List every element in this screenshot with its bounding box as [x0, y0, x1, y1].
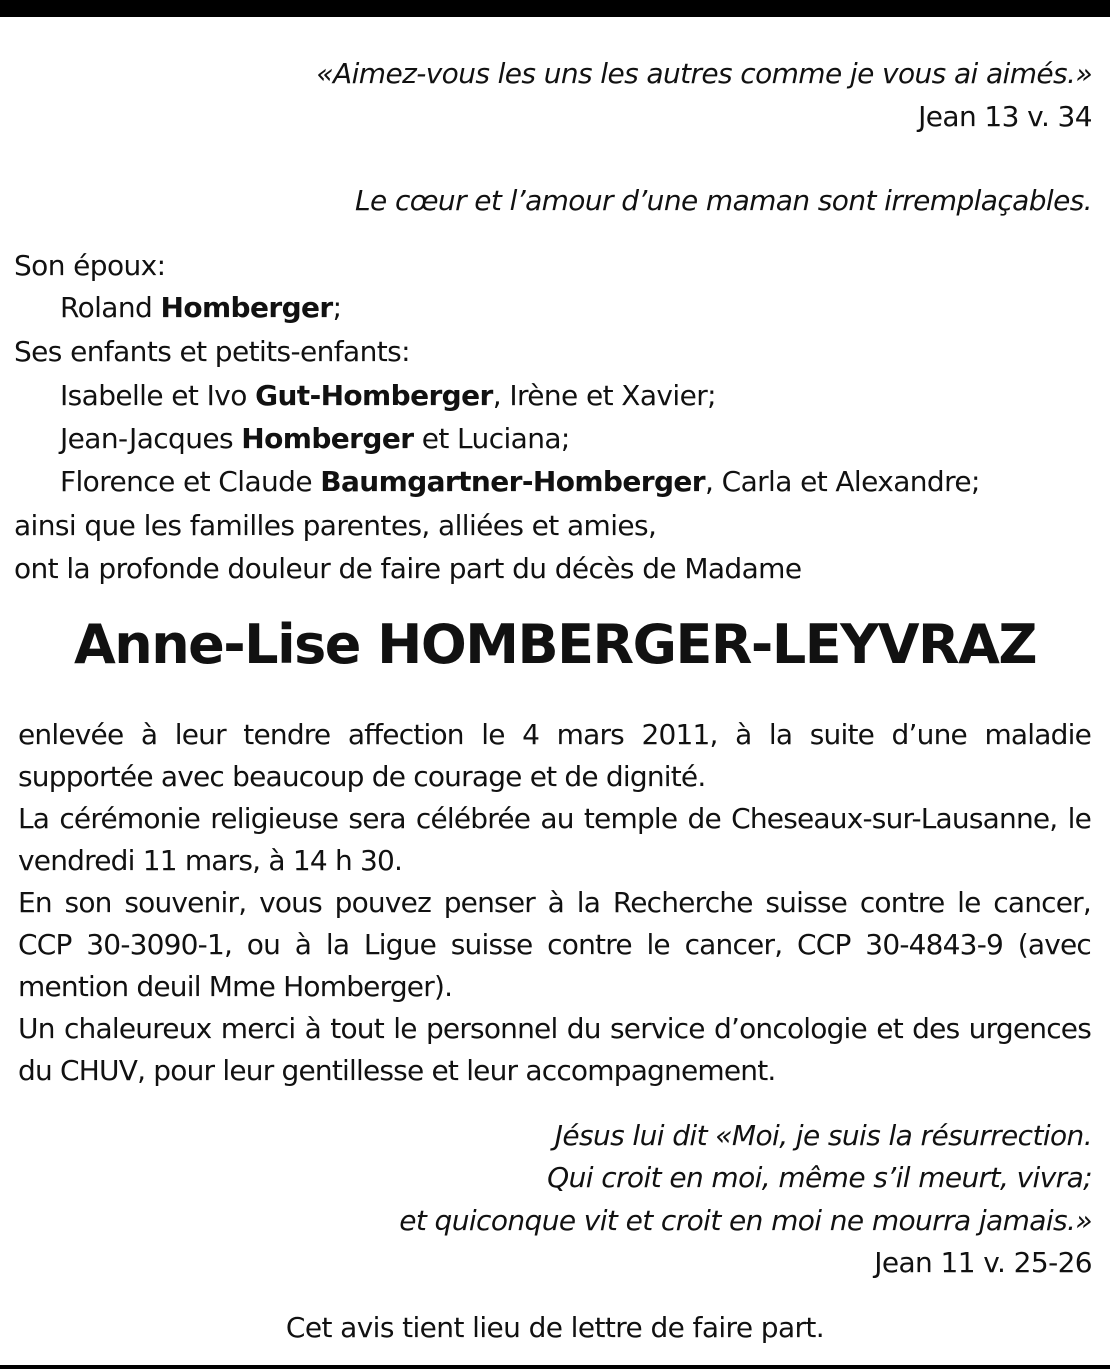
child-last-name: Gut-Homberger — [255, 379, 493, 412]
bottom-rule — [0, 1365, 1110, 1369]
spouse-line — [60, 290, 341, 326]
announcement-line: ont la profonde douleur de faire part du décès de Madame — [14, 552, 802, 585]
body-paragraph-ceremony: La cérémonie religieuse sera célébrée au temple de Cheseaux-sur-Lausanne, le vendredi 11 mars, à 14 h 30. — [18, 802, 1091, 877]
closing-verse-reference: Jean 11 v. 25-26 — [874, 1246, 1092, 1279]
body-paragraph-donations: En son souvenir, vous pouvez penser à la Recherche suisse contre le cancer, CCP 30-3090-1, ou à la Ligue suisse contre le cancer, CCP 30-4843-9 (avec mention deuil Mme Homberger). — [18, 886, 1091, 1003]
body-paragraph-thanks: Un chaleureux merci à tout le personnel du service d’oncologie et des urgences du CHUV, pour leur gentillesse et leur accompagnement. — [18, 1012, 1091, 1087]
epigraph-motto: Le cœur et l’amour d’une maman sont irremplaçables. — [355, 184, 1092, 217]
child-suffix: et Luciana; — [413, 422, 570, 455]
closing-verse-line: Qui croit en moi, même s’il meurt, vivra; — [547, 1161, 1092, 1194]
child-suffix: , Carla et Alexandre; — [705, 465, 980, 498]
deceased-name: Anne-Lise HOMBERGER-LEYVRAZ — [73, 613, 1037, 676]
child-line — [60, 421, 570, 457]
top-rule — [0, 0, 1110, 17]
epigraph-reference: Jean 13 v. 34 — [918, 100, 1092, 133]
spouse-first-name: Roland — [60, 291, 161, 324]
child-first-names: Florence et Claude — [60, 465, 321, 498]
closing-verse-line: Jésus lui dit «Moi, je suis la résurrection. — [554, 1119, 1092, 1152]
closing-verse-line: et quiconque vit et croit en moi ne mourra jamais.» — [399, 1204, 1092, 1237]
relatives-line: ainsi que les familles parentes, alliées et amies, — [14, 509, 657, 542]
child-line — [60, 378, 716, 414]
child-last-name: Baumgartner-Homberger — [320, 465, 706, 498]
child-last-name: Homberger — [241, 422, 414, 455]
spouse-heading: Son époux: — [14, 249, 166, 282]
epigraph-quote: «Aimez-vous les uns les autres comme je vous ai aimés.» — [316, 57, 1092, 90]
body-paragraph-death: enlevée à leur tendre affection le 4 mars 2011, à la suite d’une maladie supportée avec beaucoup de courage et de dignité. — [18, 718, 1091, 793]
child-first-names: Jean-Jacques — [60, 422, 242, 455]
spouse-last-name: Homberger — [160, 291, 333, 324]
spouse-suffix: ; — [332, 291, 342, 324]
child-line — [60, 464, 980, 500]
child-first-names: Isabelle et Ivo — [60, 379, 256, 412]
footer-note: Cet avis tient lieu de lettre de faire part. — [285, 1311, 825, 1344]
child-suffix: , Irène et Xavier; — [492, 379, 716, 412]
children-heading: Ses enfants et petits-enfants: — [14, 335, 410, 368]
